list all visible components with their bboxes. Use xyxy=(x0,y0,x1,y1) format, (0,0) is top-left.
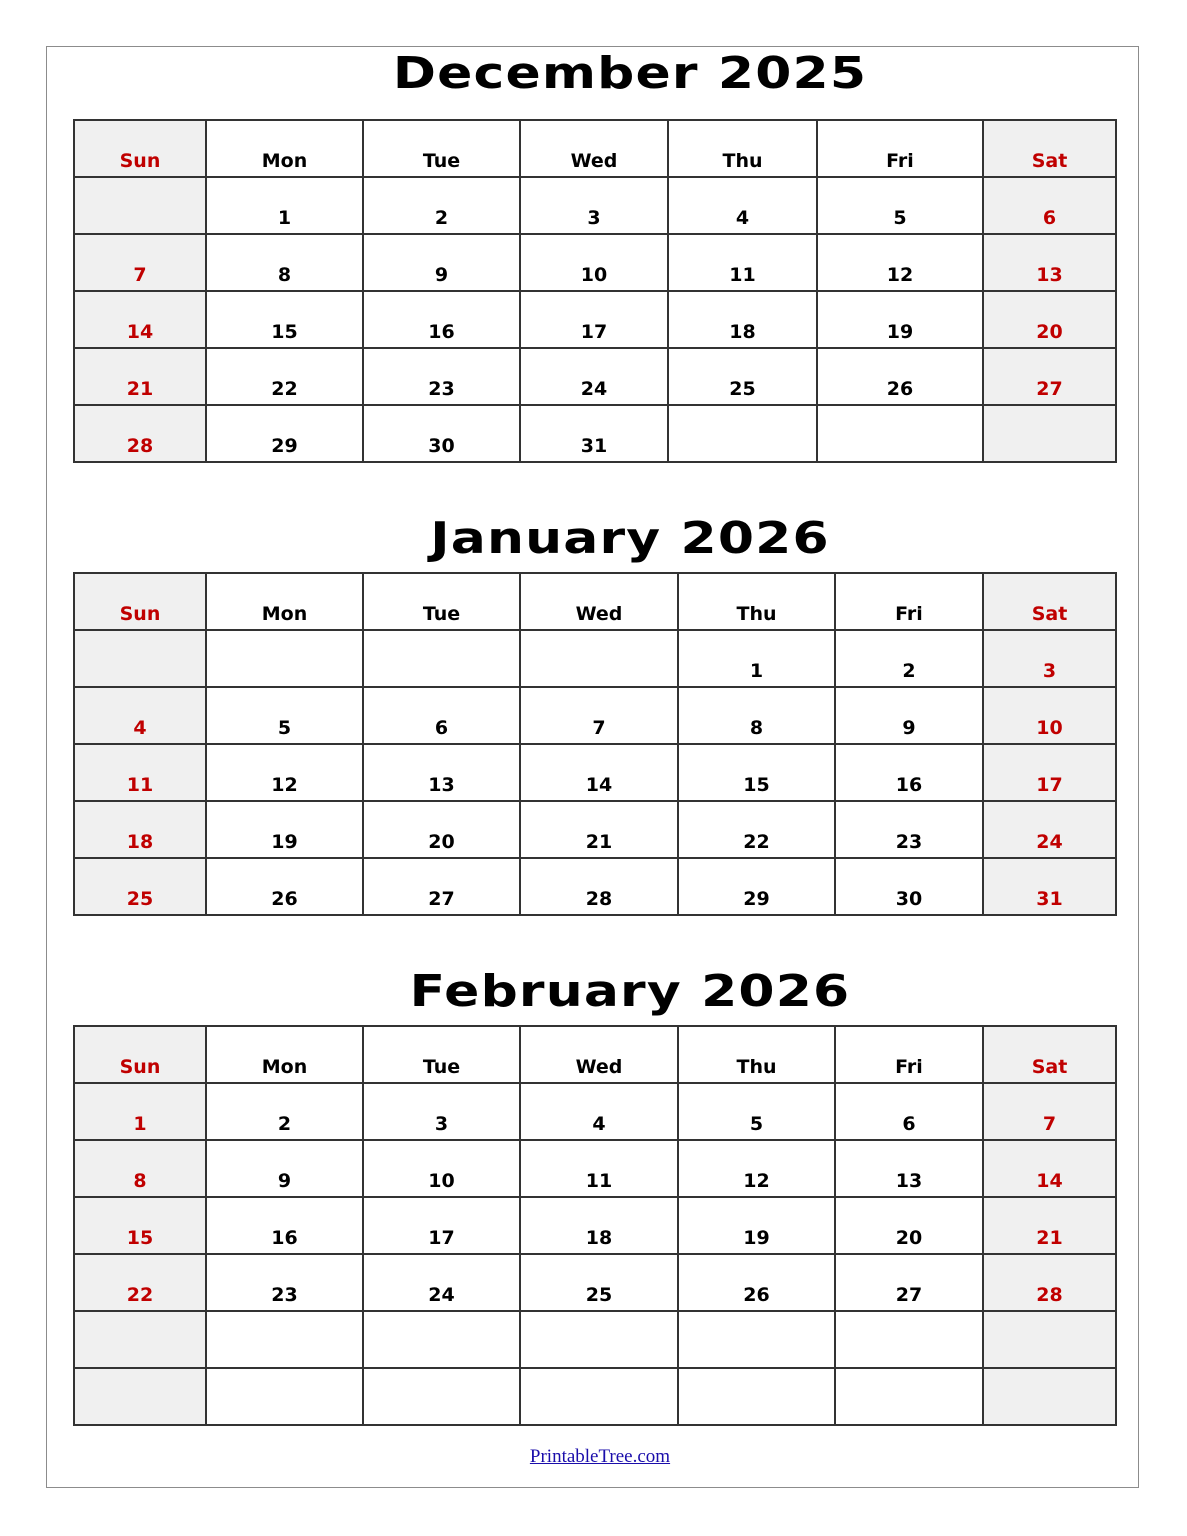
day-cell: 30 xyxy=(363,405,520,462)
day-cell: 14 xyxy=(983,1140,1116,1197)
week-row xyxy=(74,858,1116,915)
day-cell: 23 xyxy=(363,348,520,405)
day-cell: 29 xyxy=(206,405,363,462)
day-cell: 7 xyxy=(520,687,678,744)
day-cell: 14 xyxy=(74,291,206,348)
day-cell: 21 xyxy=(983,1197,1116,1254)
day-cell: 5 xyxy=(678,1083,835,1140)
day-cell: 1 xyxy=(74,1083,206,1140)
day-cell: 3 xyxy=(520,177,668,234)
day-cell: 7 xyxy=(983,1083,1116,1140)
day-cell xyxy=(74,177,206,234)
day-cell: 17 xyxy=(363,1197,520,1254)
day-cell: 26 xyxy=(678,1254,835,1311)
day-cell: 9 xyxy=(835,687,983,744)
printabletree-link[interactable]: PrintableTree.com xyxy=(529,1446,671,1467)
day-cell: 23 xyxy=(835,801,983,858)
weekday-header-tue: Tue xyxy=(363,573,520,630)
week-row xyxy=(74,234,1116,291)
day-cell: 16 xyxy=(835,744,983,801)
weekday-header-thu: Thu xyxy=(678,1026,835,1083)
week-row xyxy=(74,1083,1116,1140)
day-cell xyxy=(74,630,206,687)
day-cell: 17 xyxy=(520,291,668,348)
week-row xyxy=(74,405,1116,462)
day-cell xyxy=(520,630,678,687)
day-cell: 30 xyxy=(835,858,983,915)
day-cell: 12 xyxy=(206,744,363,801)
weekday-header-sun: Sun xyxy=(74,1026,206,1083)
day-cell: 5 xyxy=(817,177,983,234)
day-cell: 9 xyxy=(206,1140,363,1197)
day-cell: 19 xyxy=(206,801,363,858)
day-cell: 24 xyxy=(520,348,668,405)
day-cell: 3 xyxy=(363,1083,520,1140)
day-cell: 8 xyxy=(206,234,363,291)
week-row xyxy=(74,801,1116,858)
weekday-header-wed: Wed xyxy=(520,120,668,177)
weekday-header-sun: Sun xyxy=(74,573,206,630)
day-cell: 1 xyxy=(206,177,363,234)
weekday-header-row xyxy=(74,120,1116,177)
weekday-header-sat: Sat xyxy=(983,573,1116,630)
day-cell: 26 xyxy=(817,348,983,405)
weekday-header-thu: Thu xyxy=(678,573,835,630)
day-cell: 4 xyxy=(520,1083,678,1140)
day-cell: 20 xyxy=(983,291,1116,348)
weekday-header-wed: Wed xyxy=(520,1026,678,1083)
day-cell: 31 xyxy=(983,858,1116,915)
calendar-december xyxy=(73,119,1117,463)
day-cell xyxy=(835,1311,983,1368)
day-cell: 21 xyxy=(74,348,206,405)
day-cell xyxy=(983,1311,1116,1368)
day-cell: 17 xyxy=(983,744,1116,801)
week-row xyxy=(74,1197,1116,1254)
weekday-header-thu: Thu xyxy=(668,120,817,177)
day-cell: 16 xyxy=(206,1197,363,1254)
week-row xyxy=(74,1254,1116,1311)
day-cell: 9 xyxy=(363,234,520,291)
day-cell: 23 xyxy=(206,1254,363,1311)
day-cell xyxy=(74,1311,206,1368)
day-cell: 22 xyxy=(206,348,363,405)
day-cell xyxy=(835,1368,983,1425)
day-cell xyxy=(74,1368,206,1425)
day-cell: 27 xyxy=(363,858,520,915)
day-cell xyxy=(206,630,363,687)
week-row xyxy=(74,1140,1116,1197)
day-cell: 24 xyxy=(983,801,1116,858)
day-cell: 4 xyxy=(668,177,817,234)
day-cell: 21 xyxy=(520,801,678,858)
day-cell: 2 xyxy=(363,177,520,234)
day-cell: 24 xyxy=(363,1254,520,1311)
weekday-header-fri: Fri xyxy=(835,573,983,630)
day-cell: 5 xyxy=(206,687,363,744)
day-cell: 15 xyxy=(678,744,835,801)
week-row xyxy=(74,687,1116,744)
day-cell: 13 xyxy=(363,744,520,801)
month-title-december: December 2025 xyxy=(392,48,868,99)
day-cell: 18 xyxy=(74,801,206,858)
weekday-header-row xyxy=(74,573,1116,630)
day-cell xyxy=(983,1368,1116,1425)
day-cell: 2 xyxy=(206,1083,363,1140)
day-cell: 11 xyxy=(520,1140,678,1197)
day-cell: 19 xyxy=(678,1197,835,1254)
day-cell: 8 xyxy=(678,687,835,744)
day-cell: 10 xyxy=(363,1140,520,1197)
day-cell xyxy=(668,405,817,462)
day-cell: 22 xyxy=(678,801,835,858)
week-row xyxy=(74,177,1116,234)
week-row xyxy=(74,291,1116,348)
day-cell: 19 xyxy=(817,291,983,348)
day-cell: 6 xyxy=(983,177,1116,234)
day-cell: 18 xyxy=(668,291,817,348)
weekday-header-mon: Mon xyxy=(206,120,363,177)
day-cell: 27 xyxy=(983,348,1116,405)
day-cell xyxy=(983,405,1116,462)
day-cell: 25 xyxy=(668,348,817,405)
day-cell: 11 xyxy=(668,234,817,291)
day-cell xyxy=(363,1368,520,1425)
weekday-header-fri: Fri xyxy=(835,1026,983,1083)
day-cell xyxy=(520,1311,678,1368)
day-cell xyxy=(678,1368,835,1425)
day-cell: 29 xyxy=(678,858,835,915)
day-cell: 26 xyxy=(206,858,363,915)
day-cell: 15 xyxy=(74,1197,206,1254)
weekday-header-mon: Mon xyxy=(206,1026,363,1083)
week-row xyxy=(74,744,1116,801)
day-cell: 6 xyxy=(835,1083,983,1140)
day-cell: 15 xyxy=(206,291,363,348)
day-cell: 20 xyxy=(835,1197,983,1254)
day-cell: 12 xyxy=(817,234,983,291)
day-cell xyxy=(520,1368,678,1425)
day-cell: 28 xyxy=(520,858,678,915)
weekday-header-sat: Sat xyxy=(983,1026,1116,1083)
day-cell: 7 xyxy=(74,234,206,291)
day-cell xyxy=(817,405,983,462)
day-cell: 13 xyxy=(983,234,1116,291)
week-row xyxy=(74,1311,1116,1368)
day-cell: 2 xyxy=(835,630,983,687)
weekday-header-mon: Mon xyxy=(206,573,363,630)
day-cell: 28 xyxy=(983,1254,1116,1311)
day-cell: 31 xyxy=(520,405,668,462)
weekday-header-row xyxy=(74,1026,1116,1083)
day-cell: 25 xyxy=(74,858,206,915)
week-row xyxy=(74,630,1116,687)
day-cell xyxy=(206,1368,363,1425)
day-cell: 12 xyxy=(678,1140,835,1197)
day-cell: 10 xyxy=(983,687,1116,744)
day-cell: 18 xyxy=(520,1197,678,1254)
day-cell xyxy=(363,630,520,687)
week-row xyxy=(74,348,1116,405)
day-cell: 20 xyxy=(363,801,520,858)
day-cell: 4 xyxy=(74,687,206,744)
day-cell: 13 xyxy=(835,1140,983,1197)
weekday-header-wed: Wed xyxy=(520,573,678,630)
day-cell: 16 xyxy=(363,291,520,348)
day-cell: 10 xyxy=(520,234,668,291)
weekday-header-sat: Sat xyxy=(983,120,1116,177)
day-cell: 6 xyxy=(363,687,520,744)
day-cell: 25 xyxy=(520,1254,678,1311)
weekday-header-sun: Sun xyxy=(74,120,206,177)
day-cell: 22 xyxy=(74,1254,206,1311)
month-title-january: January 2026 xyxy=(430,513,830,564)
day-cell: 1 xyxy=(678,630,835,687)
weekday-header-tue: Tue xyxy=(363,1026,520,1083)
calendar-january xyxy=(73,572,1117,916)
day-cell: 28 xyxy=(74,405,206,462)
day-cell xyxy=(206,1311,363,1368)
day-cell: 3 xyxy=(983,630,1116,687)
day-cell xyxy=(363,1311,520,1368)
day-cell: 11 xyxy=(74,744,206,801)
week-row xyxy=(74,1368,1116,1425)
calendar-february xyxy=(73,1025,1117,1426)
month-title-february: February 2026 xyxy=(409,966,851,1017)
day-cell xyxy=(678,1311,835,1368)
weekday-header-fri: Fri xyxy=(817,120,983,177)
day-cell: 27 xyxy=(835,1254,983,1311)
day-cell: 14 xyxy=(520,744,678,801)
day-cell: 8 xyxy=(74,1140,206,1197)
weekday-header-tue: Tue xyxy=(363,120,520,177)
